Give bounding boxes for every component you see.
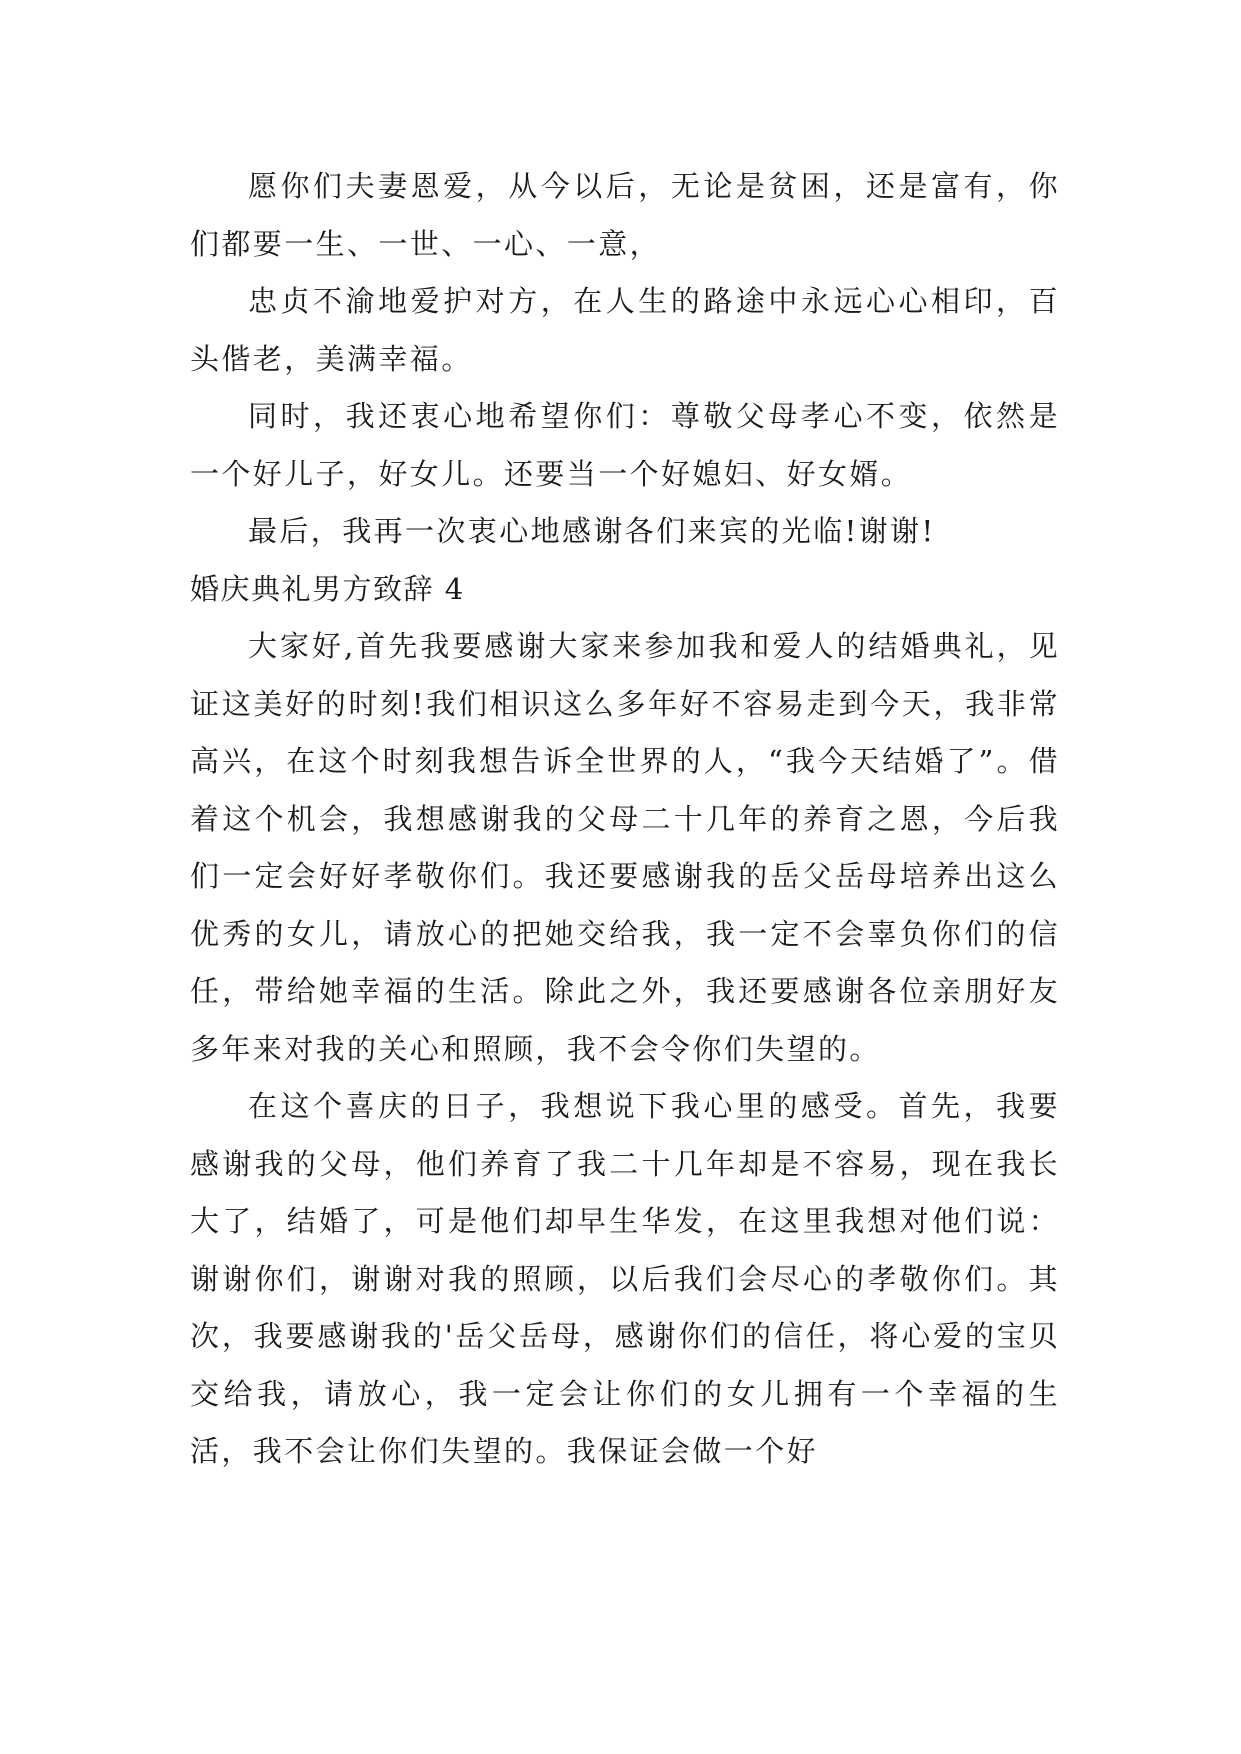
paragraph-feelings: 在这个喜庆的日子，我想说下我心里的感受。首先，我要感谢我的父母，他们养育了我二十几年却是不容易，现在我长大了，结婚了，可是他们却早生华发，在这里我想对他们说：谢谢你们，谢谢对我的照顾，以后我们会尽心的孝敬你们。其次，我要感谢我的'岳父岳母，感谢你们的信任，将心爱的宝贝交给我，请放心，我一定会让你们的女儿拥有一个幸福的生活，我不会让你们失望的。我保证会做一个好 bbox=[190, 1089, 1060, 1468]
section-heading: 婚庆典礼男方致辞 4 bbox=[190, 571, 465, 606]
paragraph-thanks: 最后，我再一次衷心地感谢各们来宾的光临!谢谢! bbox=[248, 514, 936, 548]
paragraph-wish: 愿你们夫妻恩爱，从今以后，无论是贫困，还是富有，你们都要一生、一世、一心、一意， bbox=[190, 169, 1060, 261]
paragraph-hope: 同时，我还衷心地希望你们：尊敬父母孝心不变，依然是一个好儿子，好女儿。还要当一个好媳妇、好女婿。 bbox=[190, 399, 1060, 491]
document-page bbox=[190, 158, 1060, 1481]
paragraph-greeting: 大家好,首先我要感谢大家来参加我和爱人的结婚典礼，见证这美好的时刻!我们相识这么多年好不容易走到今天，我非常高兴，在这个时刻我想告诉全世界的人，“我今天结婚了”。借着这个机会，我想感谢我的父母二十几年的养育之恩，今后我们一定会好好孝敬你们。我还要感谢我的岳父岳母培养出这么优秀的女儿，请放心的把她交给我，我一定不会辜负你们的信任，带给她幸福的生活。除此之外，我还要感谢各位亲朋好友多年来对我的关心和照顾，我不会令你们失望的。 bbox=[190, 629, 1060, 1066]
paragraph-loyalty: 忠贞不渝地爱护对方，在人生的路途中永远心心相印，百头偕老，美满幸福。 bbox=[190, 284, 1060, 376]
